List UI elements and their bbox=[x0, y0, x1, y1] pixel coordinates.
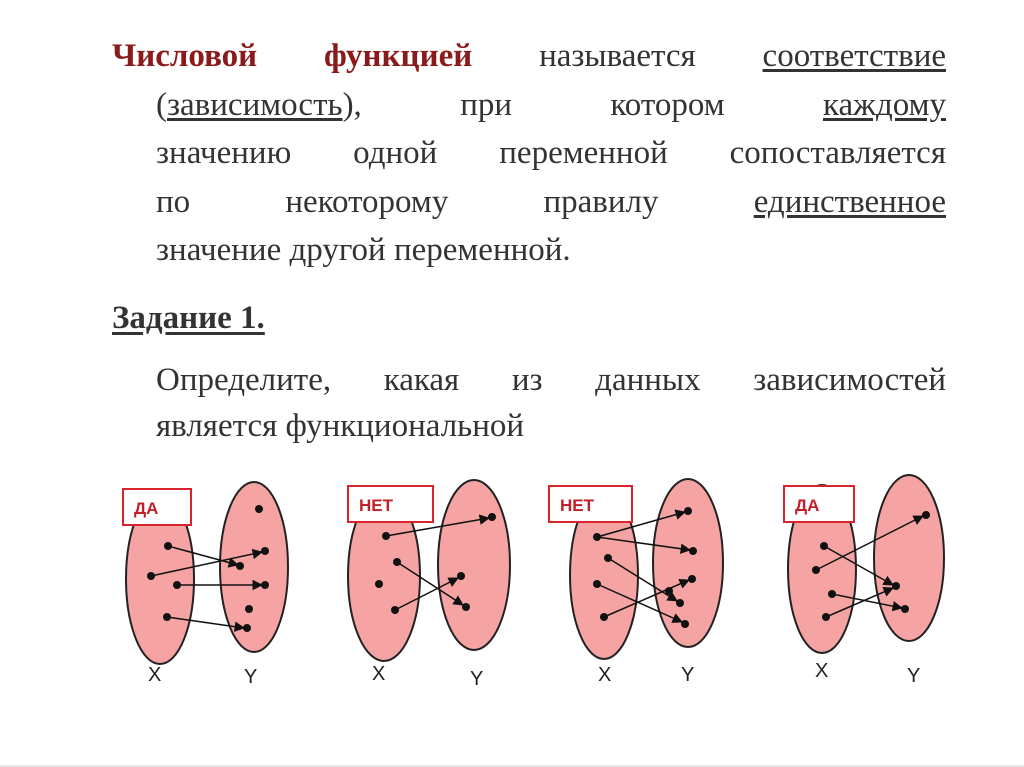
task-title: Задание 1. bbox=[112, 300, 265, 336]
answer-badge-1: ДА bbox=[122, 488, 192, 526]
set-y-ellipse bbox=[438, 480, 510, 650]
term-numeric-function: Числовой функцией bbox=[112, 38, 473, 74]
paren-close: ), bbox=[342, 86, 362, 123]
y-label-3: Y bbox=[681, 664, 695, 686]
word-called: называется bbox=[539, 38, 696, 74]
y-label-4: Y bbox=[907, 665, 921, 687]
answer-badge-3: НЕТ bbox=[548, 485, 633, 523]
x-label-3: X bbox=[598, 664, 612, 686]
definition-line-5: значение другой переменной. bbox=[156, 232, 571, 268]
answer-badge-2: НЕТ bbox=[347, 485, 434, 523]
word-which: котором bbox=[610, 86, 725, 123]
word-each: каждому bbox=[822, 86, 947, 123]
set-y-ellipse bbox=[874, 475, 944, 641]
word-at: при bbox=[460, 86, 513, 123]
task-line-2: является функциональной bbox=[156, 408, 525, 444]
word-dependence: зависимость bbox=[167, 86, 343, 123]
word-unique: единственное bbox=[753, 183, 946, 220]
word-rule: правилу bbox=[543, 183, 659, 220]
x-label-2: X bbox=[372, 663, 386, 685]
y-label-1: Y bbox=[244, 666, 258, 688]
x-label-4: X bbox=[815, 660, 829, 682]
task-line-1: Определите, какая из данных зависимостей bbox=[156, 362, 946, 398]
x-label-1: X bbox=[148, 664, 162, 686]
definition-line-3: значению одной переменной сопоставляется bbox=[156, 135, 946, 171]
word-some: некоторому bbox=[285, 183, 449, 220]
paren-open: ( bbox=[156, 86, 167, 123]
answer-badge-4: ДА bbox=[783, 485, 855, 523]
word-by: по bbox=[156, 183, 191, 220]
y-label-2: Y bbox=[470, 668, 484, 690]
word-correspondence: соответствие bbox=[762, 38, 946, 74]
